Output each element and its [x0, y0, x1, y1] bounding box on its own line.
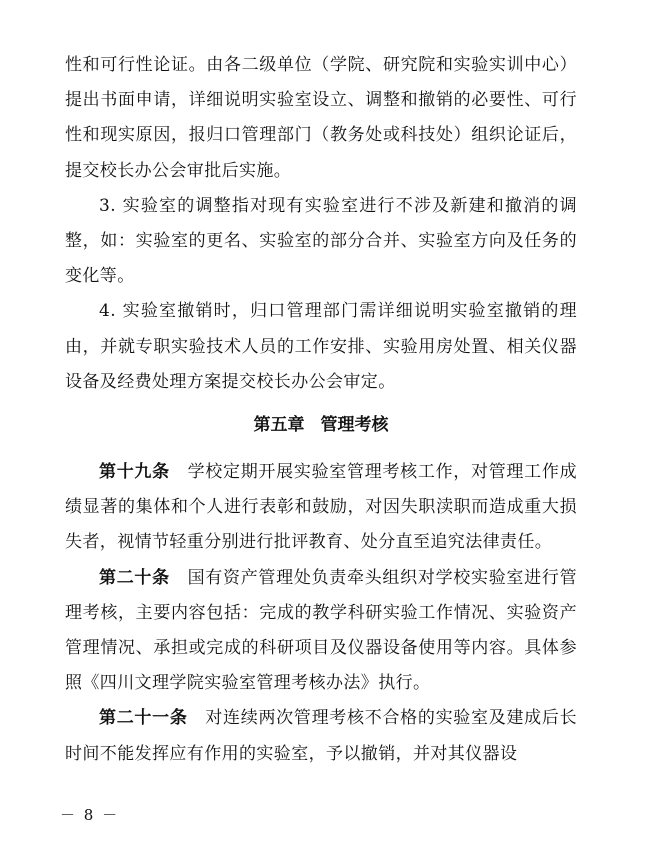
article-20 [65, 561, 577, 702]
article-20-head: 第二十条 [99, 567, 170, 588]
paragraph-item-4: 4. 实验室撤销时，归口管理部门需详细说明实验室撤销的理由，并就专职实验技术人员的工作安排、实验用房处置、相关仪器设备及经费处理方案提交校长办公会审定。 [65, 301, 577, 392]
paragraph-item-3: 3. 实验室的调整指对现有实验室进行不涉及新建和撤消的调整，如：实验室的更名、实验室的部分合并、实验室方向及任务的变化等。 [65, 195, 577, 287]
article-20-text: 国有资产管理处负责牵头组织对学校实验室进行管理考核，主要内容包括：完成的教学科研实验工作情况、实验资产管理情况、承担或完成的科研项目及仪器设备使用等内容。具体参照《四川文理学院实验室管理考核办法》执行。 [65, 567, 577, 694]
chapter-title: 管理考核 [320, 415, 389, 435]
article-21-head: 第二十一条 [99, 708, 188, 729]
page-number: － 8 － [60, 806, 120, 824]
body-text-upper [65, 48, 577, 400]
article-19-head: 第十九条 [99, 462, 170, 482]
body-text-lower [65, 455, 577, 772]
chapter-heading [65, 408, 577, 443]
chapter-number: 第五章 [253, 415, 305, 435]
article-21-text: 对连续两次管理考核不合格的实验室及建成后长时间不能发挥应有作用的实验室，予以撤销，并对其仪器设 [65, 708, 577, 764]
paragraph-continuation: 性和可行性论证。由各二级单位（学院、研究院和实验实训中心）提出书面申请，详细说明实验室设立、调整和撤销的必要性、可行性和现实原因，报归口管理部门（教务处或科技处）组织论证后，提交校长办公会审批后实施。 [65, 55, 577, 181]
article-19-text: 学校定期开展实验室管理考核工作，对管理工作成绩显著的集体和个人进行表彰和鼓励，对因失职渎职而造成重大损失者，视情节轻重分别进行批评教育、处分直至追究法律责任。 [65, 462, 577, 553]
article-19 [65, 455, 577, 561]
article-21 [65, 701, 577, 771]
